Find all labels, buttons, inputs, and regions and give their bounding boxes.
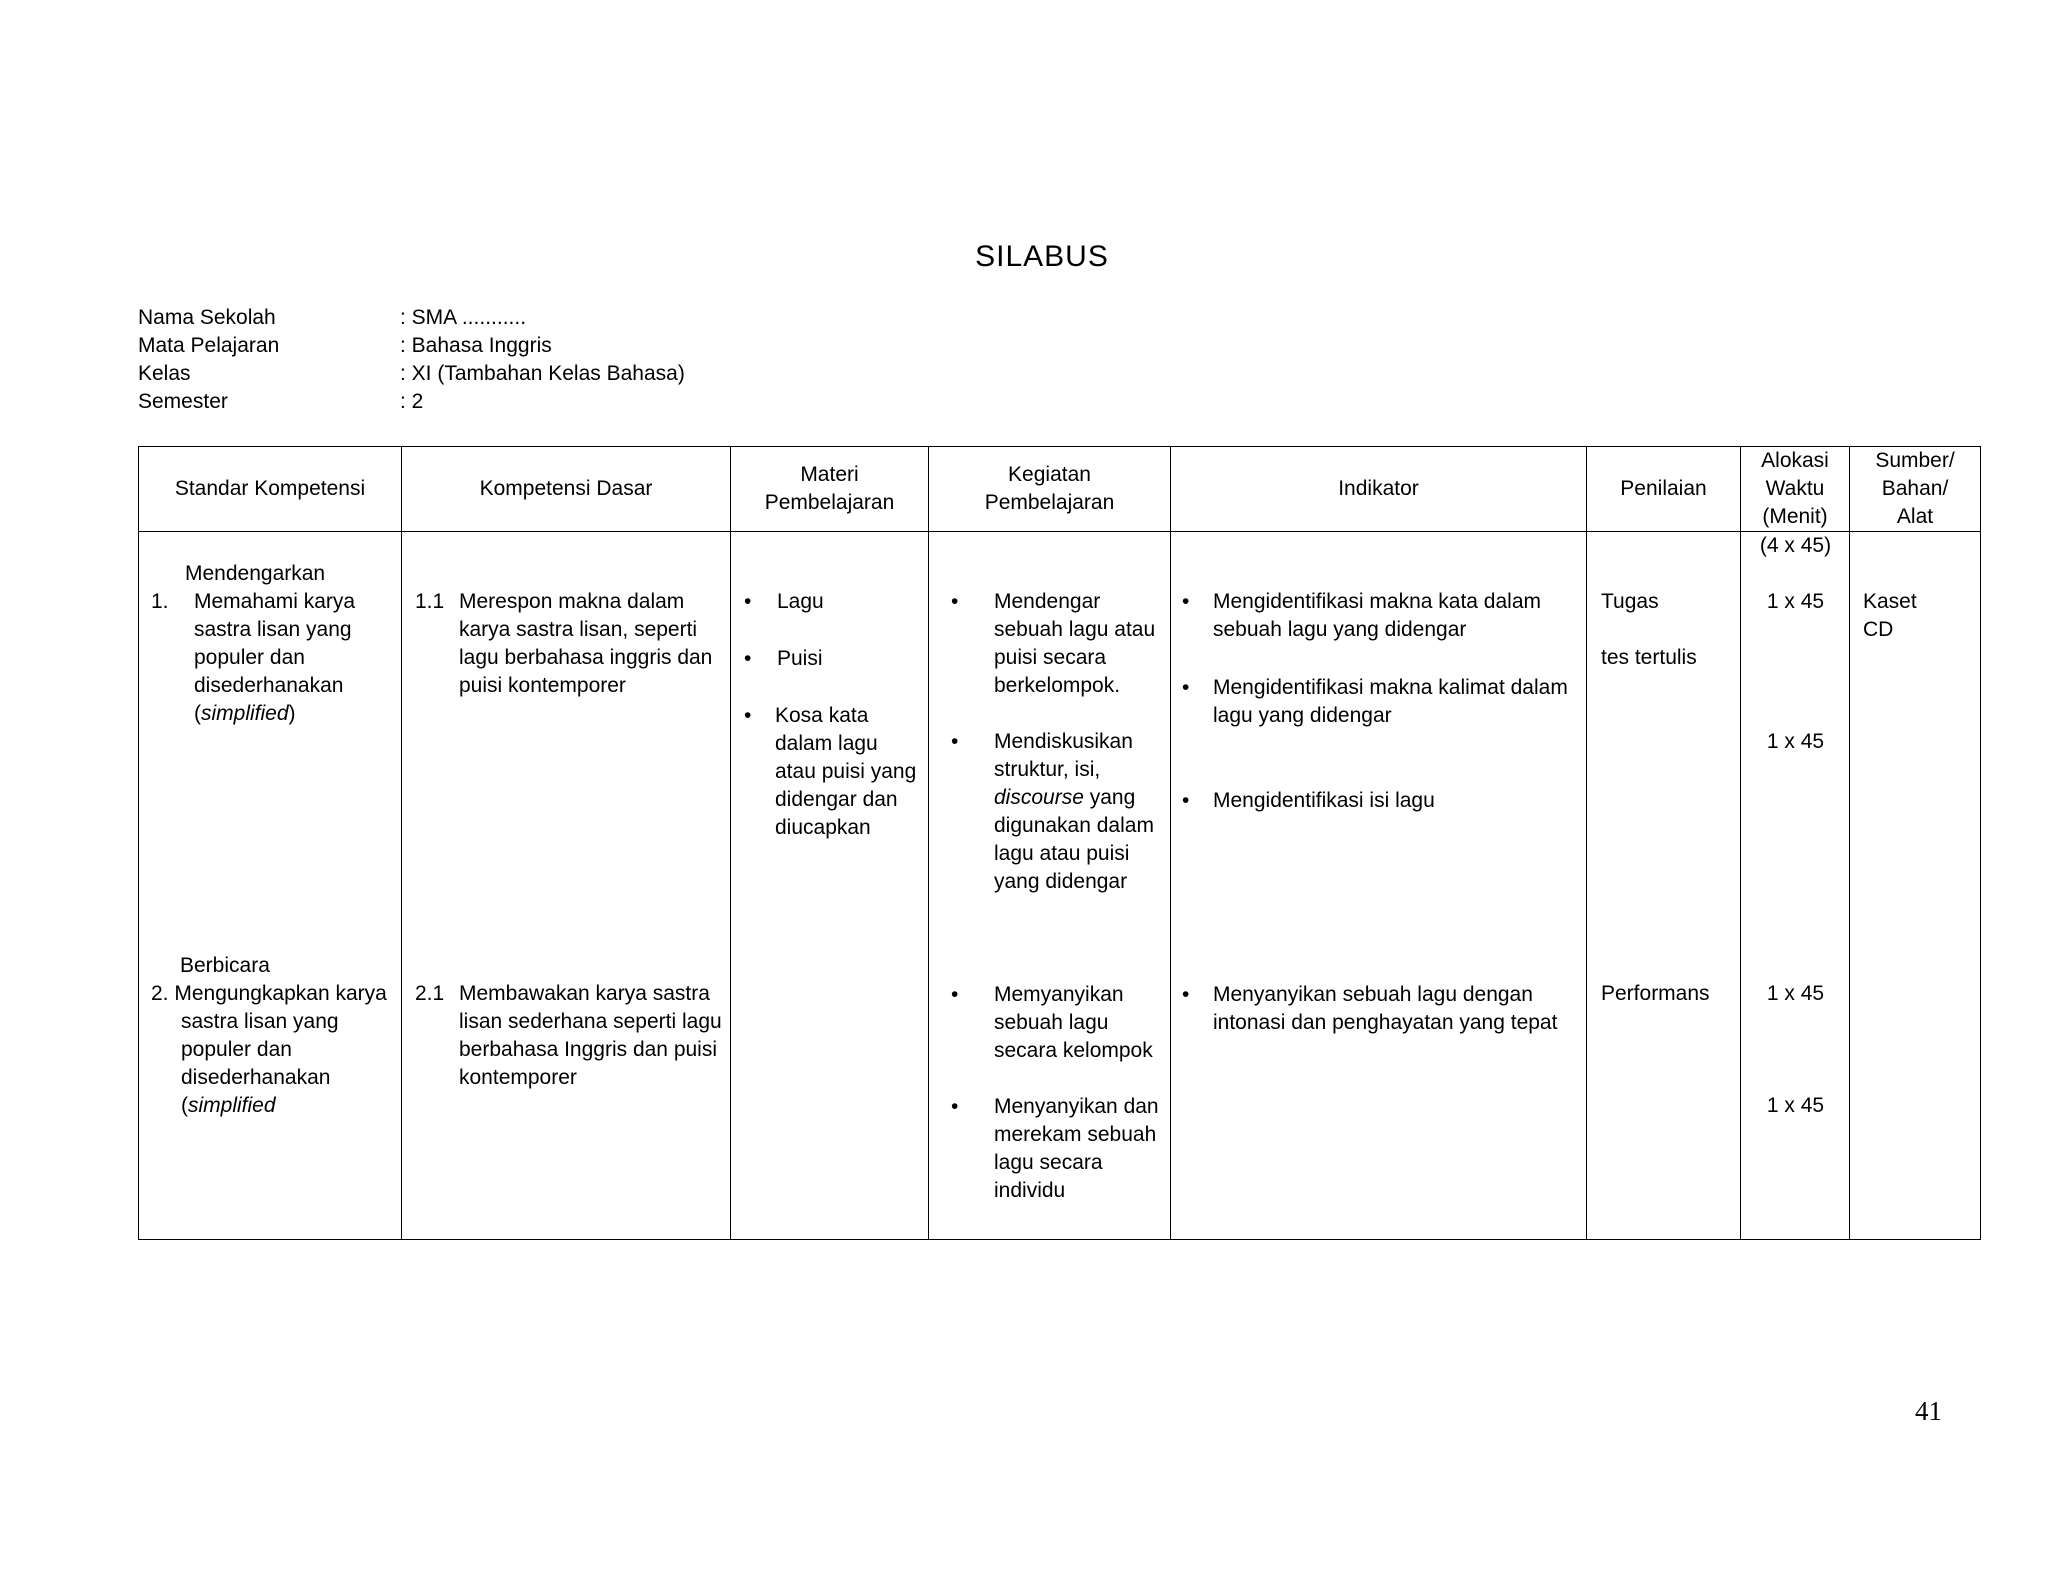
bullet-icon: • — [1182, 789, 1190, 812]
header-indikator — [1171, 447, 1587, 532]
header-alokasi-waktu — [1741, 447, 1850, 532]
bullet-icon: • — [951, 1095, 959, 1118]
header-text: Waktu — [1765, 477, 1825, 500]
cell-standar-kompetensi — [139, 532, 402, 1240]
sk-number: 1. — [151, 590, 169, 613]
info-label-school: Nama Sekolah — [138, 306, 276, 329]
materi-line: didengar dan — [775, 788, 898, 811]
kd-line: Merespon makna dalam — [459, 590, 685, 613]
kegiatan-line: lagu secara — [994, 1151, 1103, 1174]
sk-line: sastra lisan yang — [181, 1010, 339, 1033]
kd-line: berbahasa Inggris dan puisi — [459, 1038, 718, 1061]
syllabus-table — [138, 446, 1981, 1240]
table-row — [139, 532, 1981, 1240]
sk-line-simplified — [181, 1092, 276, 1120]
header-text: Sumber/ — [1875, 449, 1955, 472]
header-text: Penilaian — [1620, 477, 1707, 500]
header-text: Indikator — [1338, 477, 1419, 500]
header-standar-kompetensi — [139, 447, 402, 532]
header-text: Standar Kompetensi — [174, 477, 366, 500]
kegiatan-line: secara kelompok — [994, 1039, 1153, 1062]
bullet-icon: • — [1182, 983, 1190, 1006]
bullet-icon: • — [951, 730, 959, 753]
penilaian-item: Tugas — [1601, 590, 1659, 613]
penilaian-item: Performans — [1601, 982, 1710, 1005]
bullet-icon: • — [951, 983, 959, 1006]
italic-term: simplified — [201, 702, 289, 725]
materi-line: dalam lagu — [775, 732, 878, 755]
paren: ( — [181, 1094, 188, 1117]
indikator-line: sebuah lagu yang didengar — [1213, 618, 1467, 641]
kegiatan-line: Memyanyikan — [994, 983, 1124, 1006]
table-header-row — [139, 447, 1981, 532]
cell-penilaian — [1587, 532, 1741, 1240]
sk-line-simplified — [194, 700, 296, 728]
header-text: Bahan/ — [1881, 477, 1949, 500]
sk-heading-mendengarkan: Mendengarkan — [185, 562, 326, 585]
kegiatan-line-discourse — [994, 784, 1135, 812]
indikator-line: lagu yang didengar — [1213, 704, 1392, 727]
header-kegiatan-pembelajaran — [929, 447, 1171, 532]
header-sumber-bahan-alat — [1850, 447, 1981, 532]
info-value-school: : SMA ........... — [400, 306, 527, 329]
info-value-semester: : 2 — [400, 390, 424, 413]
bullet-icon: • — [744, 647, 752, 670]
header-text: Alat — [1896, 505, 1934, 528]
kd-number: 1.1 — [415, 590, 445, 613]
kegiatan-line: lagu atau puisi — [994, 842, 1130, 865]
header-text: Kompetensi Dasar — [479, 477, 653, 500]
indikator-line: Mengidentifikasi makna kalimat dalam — [1213, 676, 1568, 699]
bullet-icon: • — [1182, 590, 1190, 613]
cell-kompetensi-dasar — [402, 532, 731, 1240]
kegiatan-line: Mendiskusikan — [994, 730, 1133, 753]
bullet-icon: • — [744, 704, 752, 727]
kegiatan-text: yang — [1083, 786, 1136, 809]
header-text: Kegiatan — [1008, 463, 1091, 486]
alokasi-item: 1 x 45 — [1766, 730, 1825, 753]
header-materi-pembelajaran — [731, 447, 929, 532]
alokasi-item: (4 x 45) — [1759, 534, 1832, 557]
header-text: (Menit) — [1762, 505, 1828, 528]
info-label-semester: Semester — [138, 390, 228, 413]
italic-term: discourse — [994, 786, 1084, 809]
bullet-icon: • — [951, 590, 959, 613]
document-title: SILABUS — [975, 240, 1109, 273]
header-text: Pembelajaran — [984, 491, 1115, 514]
materi-line: Puisi — [777, 647, 823, 670]
indikator-line: intonasi dan penghayatan yang tepat — [1213, 1011, 1558, 1034]
kd-line: lagu berbahasa inggris dan — [459, 646, 713, 669]
sk-line: sastra lisan yang — [194, 618, 352, 641]
alokasi-item: 1 x 45 — [1766, 982, 1825, 1005]
header-text: Alokasi — [1761, 449, 1829, 472]
penilaian-item: tes tertulis — [1601, 646, 1697, 669]
kegiatan-line: merekam sebuah — [994, 1123, 1157, 1146]
materi-line: Kosa kata — [775, 704, 869, 727]
header-text: Pembelajaran — [764, 491, 895, 514]
header-penilaian — [1587, 447, 1741, 532]
kegiatan-line: struktur, isi, — [994, 758, 1101, 781]
indikator-line: Mengidentifikasi isi lagu — [1213, 789, 1435, 812]
kegiatan-line: individu — [994, 1179, 1066, 1202]
sumber-item: CD — [1863, 618, 1894, 641]
indikator-line: Menyanyikan sebuah lagu dengan — [1213, 983, 1533, 1006]
kegiatan-line: digunakan dalam — [994, 814, 1154, 837]
sk-line: disederhanakan — [194, 674, 344, 697]
sk-line: disederhanakan — [181, 1066, 331, 1089]
paren: ( — [194, 702, 201, 725]
cell-sumber-bahan-alat — [1850, 532, 1981, 1240]
header-text: Materi — [800, 463, 859, 486]
sk-line: Memahami karya — [194, 590, 356, 613]
info-value-subject: : Bahasa Inggris — [400, 334, 552, 357]
indikator-line: Mengidentifikasi makna kata dalam — [1213, 590, 1542, 613]
bullet-icon: • — [744, 590, 752, 613]
sk-line: populer dan — [181, 1038, 292, 1061]
cell-alokasi-waktu — [1741, 532, 1850, 1240]
page-number: 41 — [1915, 1396, 1942, 1426]
alokasi-item: 1 x 45 — [1766, 590, 1825, 613]
kegiatan-line: berkelompok. — [994, 674, 1121, 697]
kd-line: karya sastra lisan, seperti — [459, 618, 698, 641]
kegiatan-line: puisi secara — [994, 646, 1107, 669]
kegiatan-line: sebuah lagu — [994, 1011, 1109, 1034]
kd-line: lisan sederhana seperti lagu — [459, 1010, 722, 1033]
sk-heading-berbicara: Berbicara — [180, 954, 270, 977]
materi-line: Lagu — [777, 590, 824, 613]
info-label-class: Kelas — [138, 362, 191, 385]
kd-line: kontemporer — [459, 1066, 577, 1089]
kegiatan-line: Mendengar — [994, 590, 1101, 613]
materi-line: diucapkan — [775, 816, 871, 839]
materi-line: atau puisi yang — [775, 760, 917, 783]
paren: ) — [288, 702, 296, 725]
cell-materi-pembelajaran — [731, 532, 929, 1240]
kegiatan-line: sebuah lagu atau — [994, 618, 1156, 641]
sk-line: 2. Mengungkapkan karya — [151, 982, 387, 1005]
info-label-subject: Mata Pelajaran — [138, 334, 280, 357]
kegiatan-line: yang didengar — [994, 870, 1128, 893]
italic-term: simplified — [188, 1094, 276, 1117]
kd-line: puisi kontemporer — [459, 674, 626, 697]
cell-kegiatan-pembelajaran — [929, 532, 1171, 1240]
info-value-class: : XI (Tambahan Kelas Bahasa) — [400, 362, 685, 385]
kd-number: 2.1 — [415, 982, 445, 1005]
sk-line: populer dan — [194, 646, 305, 669]
kd-line: Membawakan karya sastra — [459, 982, 710, 1005]
kegiatan-line: Menyanyikan dan — [994, 1095, 1159, 1118]
header-kompetensi-dasar — [402, 447, 731, 532]
alokasi-item: 1 x 45 — [1766, 1094, 1825, 1117]
cell-indikator — [1171, 532, 1587, 1240]
bullet-icon: • — [1182, 676, 1190, 699]
sumber-item: Kaset — [1863, 590, 1917, 613]
